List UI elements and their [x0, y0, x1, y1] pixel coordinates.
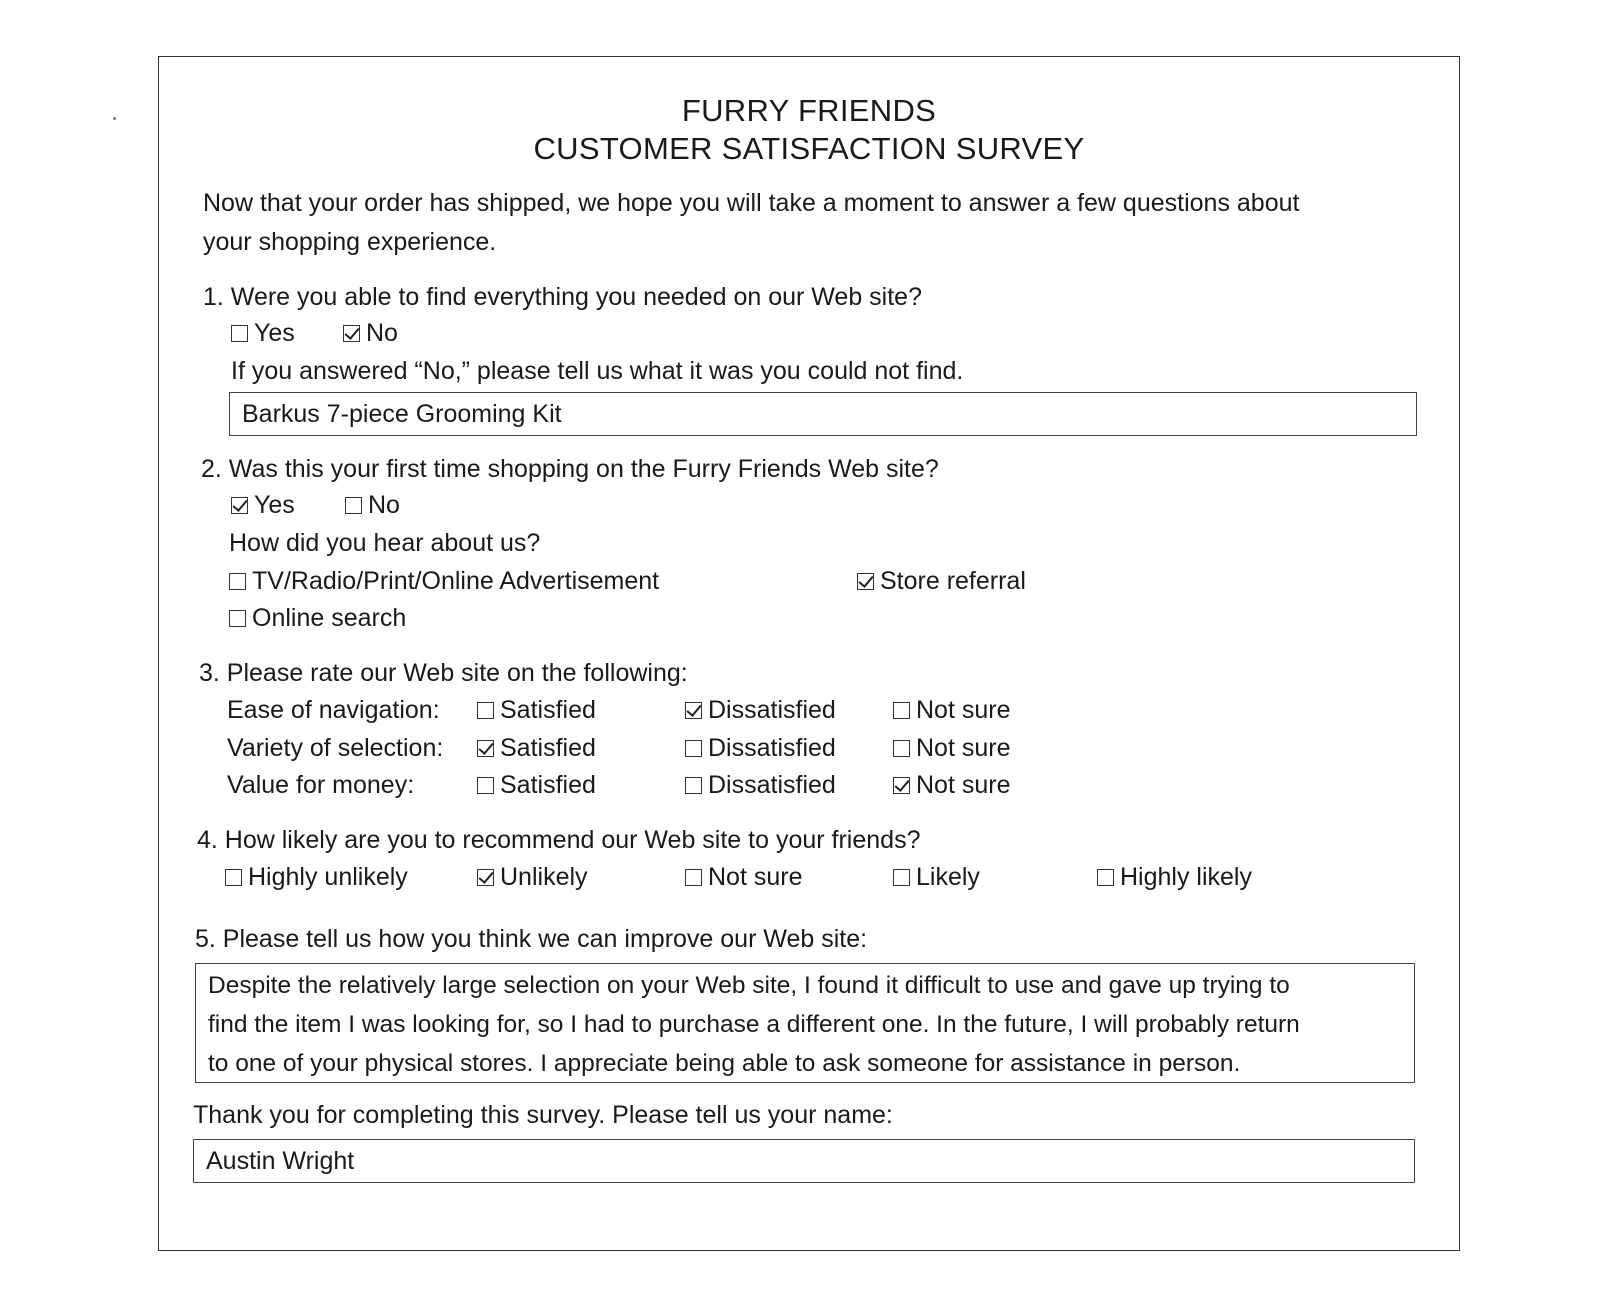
checkbox-icon[interactable] — [685, 740, 702, 757]
checkbox-icon[interactable] — [345, 497, 362, 514]
q2-question: 2. Was this your first time shopping on the Furry Friends Web site? — [201, 455, 939, 483]
form-title: FURRY FRIENDS — [681, 93, 937, 128]
q5-question: 5. Please tell us how you think we can improve our Web site: — [195, 925, 868, 953]
option-label: Not sure — [916, 696, 1011, 724]
name-field[interactable] — [193, 1139, 1415, 1183]
survey-form — [158, 56, 1460, 1251]
checkbox-icon[interactable] — [225, 869, 242, 886]
option-label: Online search — [252, 604, 407, 632]
q3-value-satisfied[interactable] — [477, 771, 596, 800]
checkbox-icon[interactable] — [685, 777, 702, 794]
q5-answer-line: to one of your physical stores. I appreciate being able to ask someone for assistance in person. — [208, 1050, 1241, 1077]
q2-source-online-search[interactable] — [229, 604, 406, 633]
checkbox-icon[interactable] — [893, 740, 910, 757]
q2-source-advertisement[interactable] — [229, 567, 659, 596]
option-label: Dissatisfied — [708, 734, 836, 762]
q4-option-likely[interactable] — [893, 863, 980, 892]
checkbox-icon[interactable] — [229, 610, 246, 627]
form-subtitle: CUSTOMER SATISFACTION SURVEY — [533, 131, 1085, 166]
q4-option-highly-unlikely[interactable] — [225, 863, 408, 892]
q2-option-no[interactable] — [345, 491, 400, 520]
q4-option-highly-likely[interactable] — [1097, 863, 1252, 892]
q3-variety-satisfied[interactable] — [477, 734, 596, 763]
q4-option-unlikely[interactable] — [477, 863, 588, 892]
q3-navigation-not-sure[interactable] — [893, 696, 1010, 725]
scan-speck — [113, 117, 116, 120]
q3-variety-not-sure[interactable] — [893, 734, 1010, 763]
intro-line-2: your shopping experience. — [203, 228, 497, 256]
checkbox-icon[interactable] — [893, 702, 910, 719]
intro-line-1: Now that your order has shipped, we hope you will take a moment to answer a few questions about — [203, 189, 1300, 217]
option-label: Satisfied — [500, 734, 596, 762]
q3-row-label-variety: Variety of selection: — [227, 734, 444, 762]
option-label: Store referral — [880, 567, 1026, 595]
checkbox-icon[interactable] — [477, 702, 494, 719]
option-label: Highly unlikely — [248, 863, 408, 891]
checkbox-icon[interactable] — [477, 777, 494, 794]
q1-option-no[interactable] — [343, 319, 398, 348]
q1-question: 1. Were you able to find everything you needed on our Web site? — [203, 283, 922, 311]
q1-answer-field[interactable] — [229, 392, 1417, 436]
checked-checkbox-icon[interactable] — [231, 497, 248, 514]
q3-navigation-dissatisfied[interactable] — [685, 696, 836, 725]
option-label: Satisfied — [500, 771, 596, 799]
q1-followup: If you answered “No,” please tell us what it was you could not find. — [231, 357, 964, 385]
q3-variety-dissatisfied[interactable] — [685, 734, 836, 763]
checked-checkbox-icon[interactable] — [857, 573, 874, 590]
q3-navigation-satisfied[interactable] — [477, 696, 596, 725]
option-label: Dissatisfied — [708, 696, 836, 724]
checked-checkbox-icon[interactable] — [685, 702, 702, 719]
option-label: Yes — [254, 491, 295, 519]
option-label: Not sure — [916, 771, 1011, 799]
checkbox-icon[interactable] — [1097, 869, 1114, 886]
q3-question: 3. Please rate our Web site on the following: — [199, 659, 688, 687]
option-label: TV/Radio/Print/Online Advertisement — [252, 567, 660, 595]
q2-followup: How did you hear about us? — [229, 529, 541, 557]
closing-prompt: Thank you for completing this survey. Please tell us your name: — [193, 1101, 893, 1129]
checked-checkbox-icon[interactable] — [477, 740, 494, 757]
option-label: Not sure — [916, 734, 1011, 762]
q3-value-dissatisfied[interactable] — [685, 771, 836, 800]
option-label: Dissatisfied — [708, 771, 836, 799]
q4-question: 4. How likely are you to recommend our Web site to your friends? — [197, 826, 921, 854]
q4-option-not-sure[interactable] — [685, 863, 802, 892]
q1-answer-text: Barkus 7-piece Grooming Kit — [242, 399, 562, 428]
q5-answer-line: find the item I was looking for, so I had to purchase a different one. In the future, I will probably return — [208, 1011, 1300, 1038]
checkbox-icon[interactable] — [231, 325, 248, 342]
q3-row-label-value: Value for money: — [227, 771, 415, 799]
checkbox-icon[interactable] — [685, 869, 702, 886]
q5-answer-line: Despite the relatively large selection on your Web site, I found it difficult to use and gave up trying to — [208, 972, 1290, 999]
option-label: Unlikely — [500, 863, 588, 891]
checked-checkbox-icon[interactable] — [477, 869, 494, 886]
q3-value-not-sure[interactable] — [893, 771, 1010, 800]
checkbox-icon[interactable] — [229, 573, 246, 590]
name-text: Austin Wright — [206, 1146, 355, 1175]
option-label: Highly likely — [1120, 863, 1252, 891]
option-label: Yes — [254, 319, 295, 347]
checkbox-icon[interactable] — [893, 869, 910, 886]
option-label: No — [368, 491, 400, 519]
q1-option-yes[interactable] — [231, 319, 295, 348]
q2-source-store-referral[interactable] — [857, 567, 1026, 596]
checked-checkbox-icon[interactable] — [893, 777, 910, 794]
q2-option-yes[interactable] — [231, 491, 295, 520]
q5-answer-field[interactable] — [195, 963, 1415, 1083]
checked-checkbox-icon[interactable] — [343, 325, 360, 342]
option-label: No — [366, 319, 398, 347]
option-label: Not sure — [708, 863, 803, 891]
option-label: Likely — [916, 863, 980, 891]
option-label: Satisfied — [500, 696, 596, 724]
q3-row-label-navigation: Ease of navigation: — [227, 696, 440, 724]
